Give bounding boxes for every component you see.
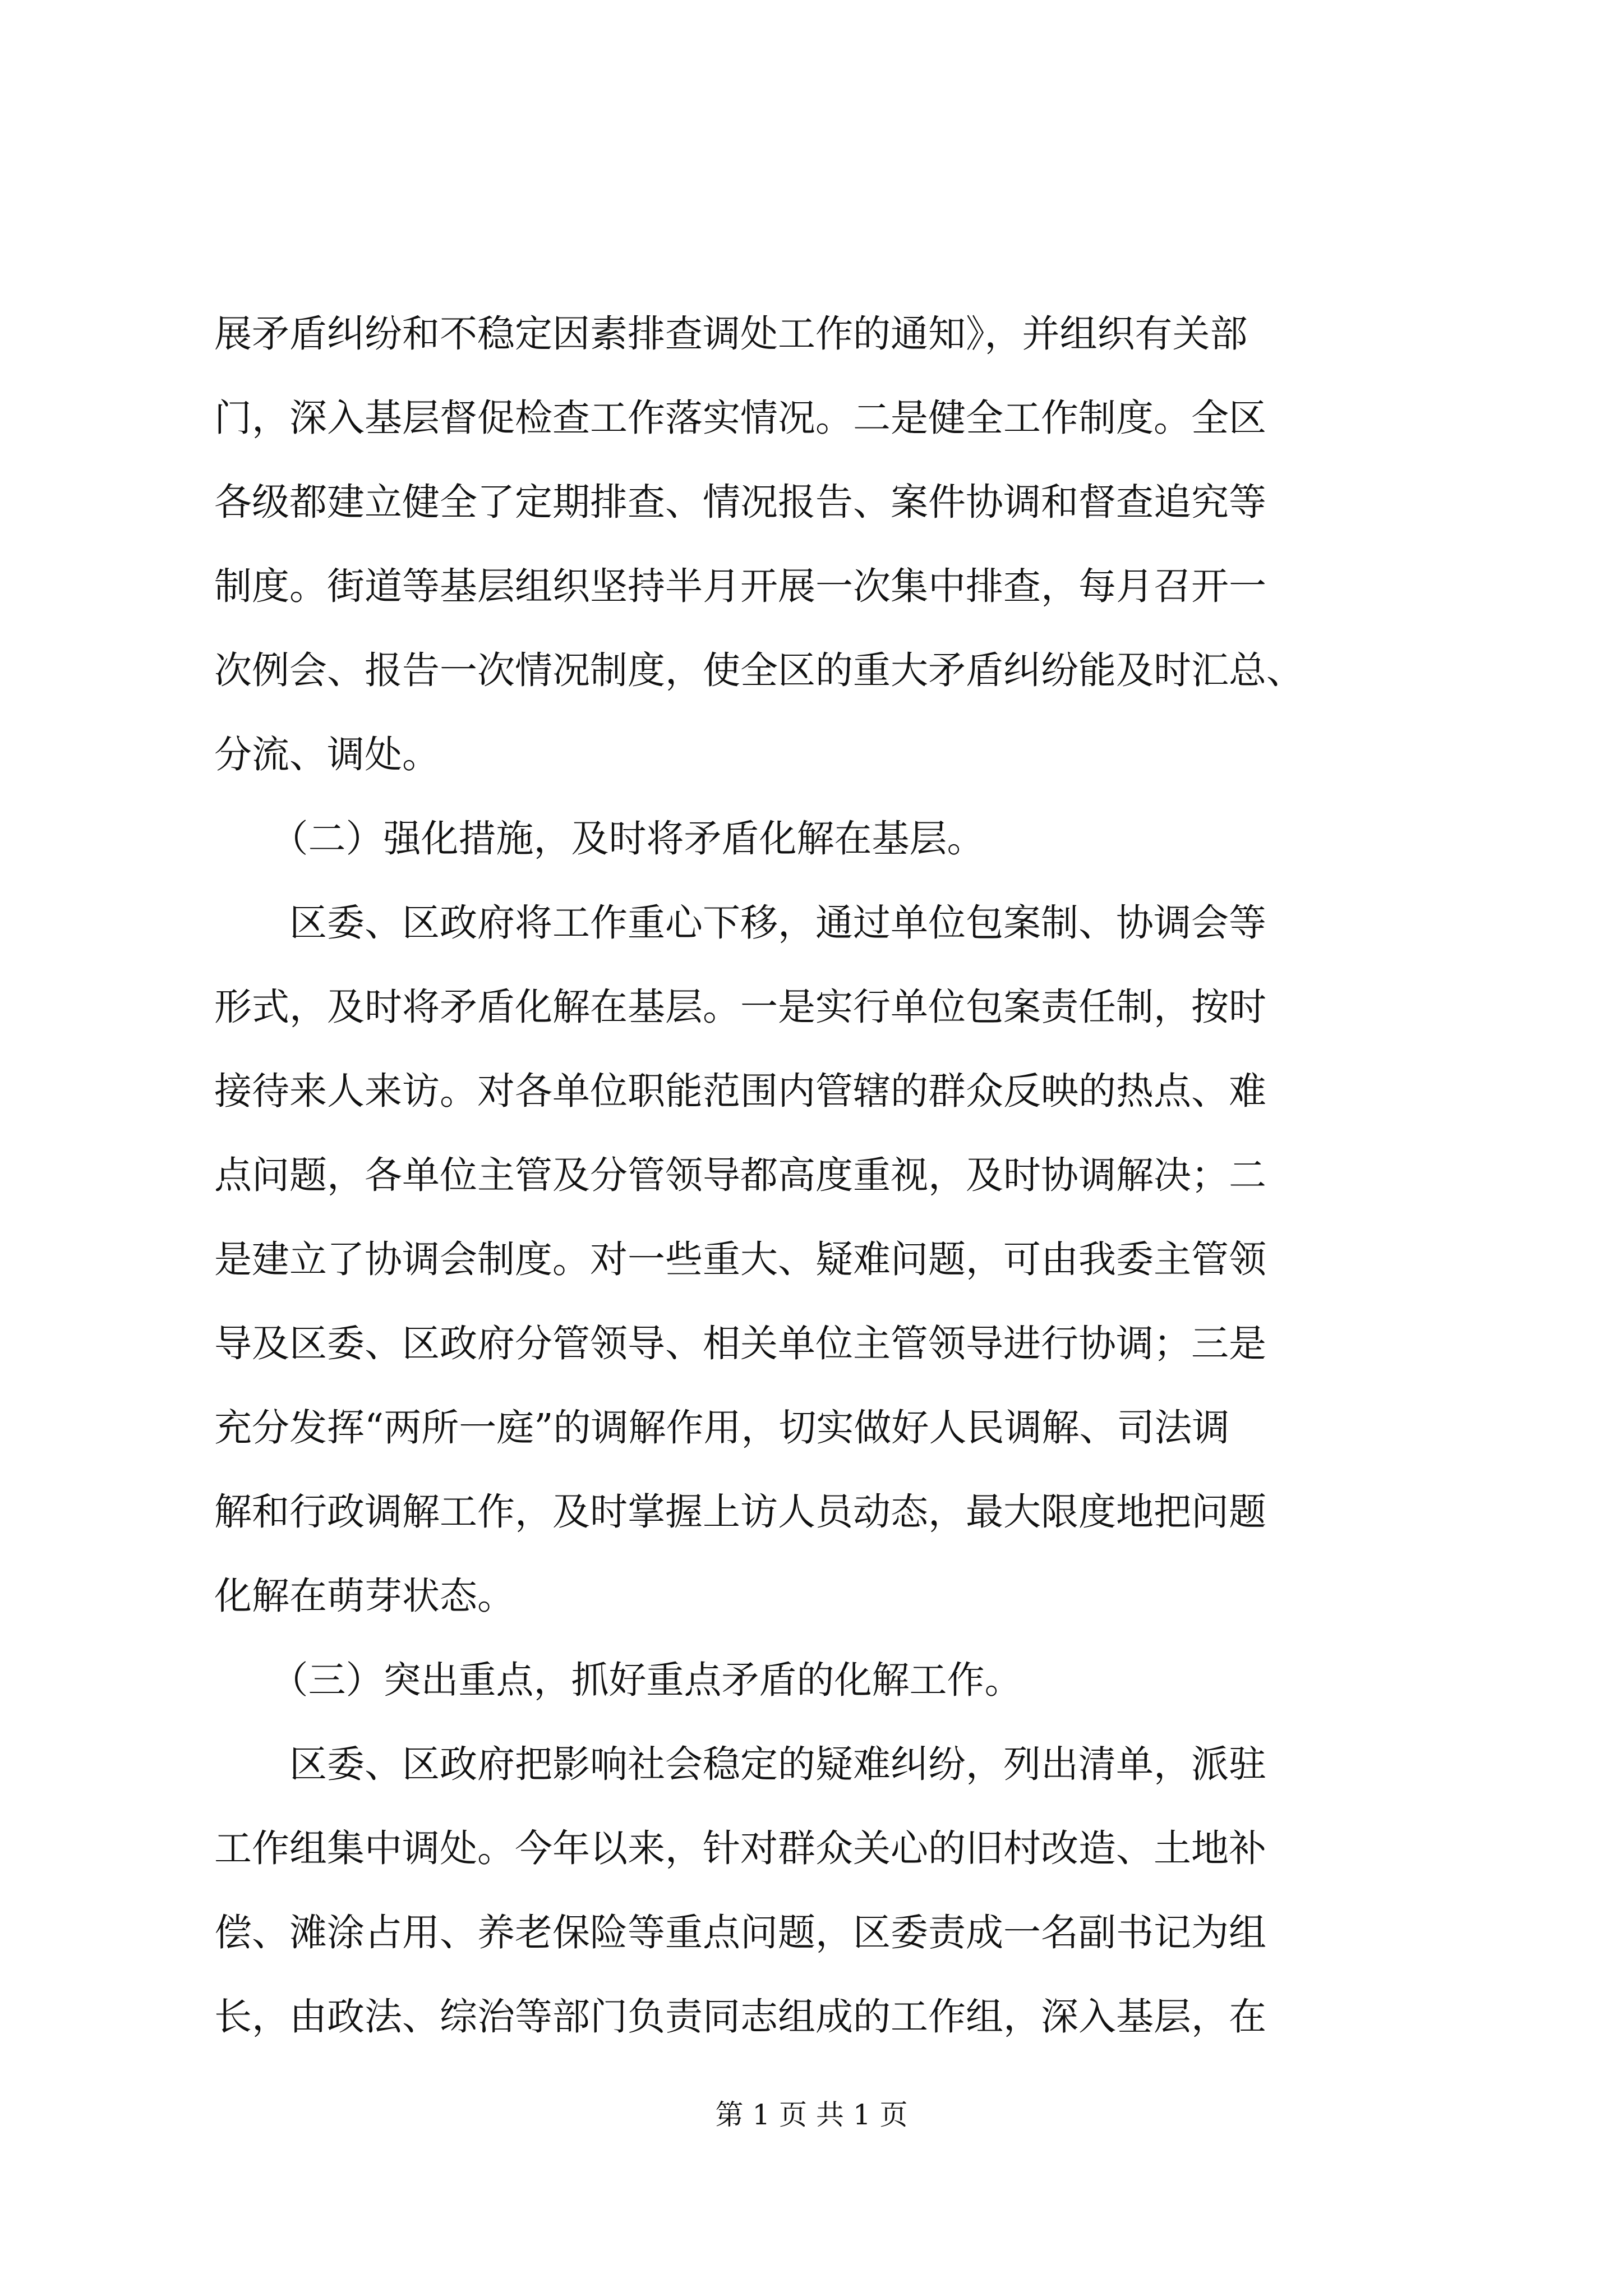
text-line: 分流、调处。 xyxy=(214,733,440,776)
text-line: 是建立了协调会制度。对一些重大、疑难问题，可由我委主管领 xyxy=(214,1237,1266,1281)
text-line: 长，由政法、综治等部门负责同志组成的工作组，深入基层，在 xyxy=(214,1995,1266,2039)
text-line: 解和行政调解工作，及时掌握上访人员动态，最大限度地把问题 xyxy=(214,1490,1266,1534)
text-line: 次例会、报告一次情况制度，使全区的重大矛盾纠纷能及时汇总、 xyxy=(214,648,1304,692)
text-line: 展矛盾纠纷和不稳定因素排查调处工作的通知》，并组织有关部 xyxy=(214,312,1248,356)
text-line: 充分发挥“两所一庭”的调解作用，切实做好人民调解、司法调 xyxy=(214,1406,1230,1450)
section-heading: （二）强化措施，及时将矛盾化解在基层。 xyxy=(214,817,985,861)
text-line: 门，深入基层督促检查工作落实情况。二是健全工作制度。全区 xyxy=(214,396,1266,440)
text-line: 接待来人来访。对各单位职能范围内管辖的群众反映的热点、难 xyxy=(214,1069,1266,1113)
section-heading: （三）突出重点，抓好重点矛盾的化解工作。 xyxy=(214,1658,1022,1702)
text-line: 导及区委、区政府分管领导、相关单位主管领导进行协调；三是 xyxy=(214,1322,1266,1365)
text-line: 区委、区政府将工作重心下移，通过单位包案制、协调会等 xyxy=(214,901,1266,945)
text-line: 工作组集中调处。今年以来，针对群众关心的旧村改造、土地补 xyxy=(214,1826,1266,1870)
page-number-footer: 第 1 页 共 1 页 xyxy=(715,2099,908,2131)
text-line: 各级都建立健全了定期排查、情况报告、案件协调和督查追究等 xyxy=(214,480,1266,524)
document-body xyxy=(214,292,1414,2059)
text-line: 区委、区政府把影响社会稳定的疑难纠纷，列出清单，派驻 xyxy=(214,1742,1266,1786)
text-line: 偿、滩涂占用、养老保险等重点问题，区委责成一名副书记为组 xyxy=(214,1911,1266,1954)
text-line: 形式，及时将矛盾化解在基层。一是实行单位包案责任制，按时 xyxy=(214,985,1266,1029)
text-line: 点问题，各单位主管及分管领导都高度重视，及时协调解决；二 xyxy=(214,1153,1266,1197)
text-line: 化解在萌芽状态。 xyxy=(214,1574,515,1618)
text-line: 制度。街道等基层组织坚持半月开展一次集中排查，每月召开一 xyxy=(214,564,1266,608)
